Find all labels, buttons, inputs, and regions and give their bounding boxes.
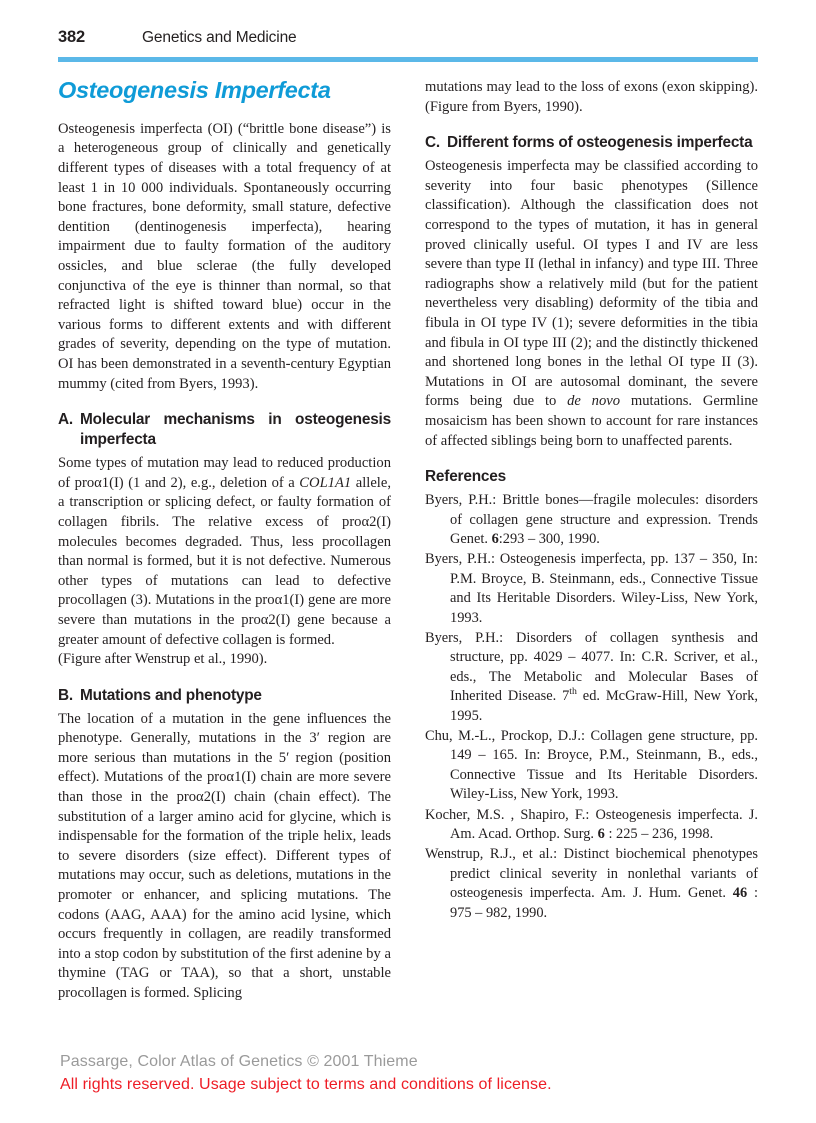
reference-text-a: Wenstrup, R.J., et al.: Distinct biochemical phenotypes predict clinical severity in nonlethal variants of osteogenesis imperfecta. Am. J. Hum. Genet. bbox=[425, 846, 758, 902]
left-column bbox=[58, 78, 391, 1004]
page-footer bbox=[60, 1053, 760, 1094]
section-a-text-before-gene: Some types of mutation may lead to reduced production of proα1(I) (1 and 2), e.g., deletion of a bbox=[58, 455, 391, 491]
reference-text-b: : 975 – 982, 1990. bbox=[450, 885, 758, 921]
section-heading-b bbox=[58, 686, 391, 706]
section-c-text-before-denovo: Osteogenesis imperfecta may be classified according to severity into four basic phenotypes (Sillence classification). Although the classification does not correspond to the types of mutation, it has in general proved clinically useful. OI types I and IV are less severe than type II (lethal in infancy) and type III. Three radiographs show a relatively mild (but for the patient nevertheless very disabling) deformity of the tibia and fibula in OI type IV (1); severe deformities in the tibia and fibula in OI type III (2); and the distinctly thickened and shortened long bones in the lethal OI type II (3). Mutations in OI are autosomal dominant, the severe forms being due to bbox=[425, 158, 758, 410]
section-heading-c bbox=[425, 133, 758, 153]
reference-text-a: Byers, P.H.: Brittle bones—fragile molecules: disorders of collagen gene structure and expression. Trends Genet. bbox=[425, 492, 758, 547]
section-heading-a bbox=[58, 410, 391, 450]
reference-volume: 6 bbox=[491, 530, 499, 547]
de-novo-italic: de novo bbox=[567, 393, 621, 410]
section-title: Genetics and Medicine bbox=[142, 29, 297, 46]
section-label-c: C. bbox=[425, 134, 440, 152]
references-heading: References bbox=[425, 468, 506, 486]
right-column bbox=[425, 78, 758, 924]
page-number: 382 bbox=[58, 28, 85, 46]
section-label-b: B. bbox=[58, 686, 73, 704]
section-a-paragraph-1 bbox=[58, 454, 391, 650]
reference-volume: 46 bbox=[732, 885, 748, 902]
reference-item bbox=[425, 806, 758, 845]
section-label-a: A. bbox=[58, 411, 73, 429]
reference-text-b: : 225 – 236, 1998. bbox=[604, 826, 714, 842]
section-b-paragraph-1: The location of a mutation in the gene influences the phenotype. Generally, mutations in the 3′ region are more serious than mutations in the 5′ region (position effect). Mutations of the proα1(I) chain are more severe than those in the proα2(I) chain (chain effect). The substitution of a larger amino acid for glycine, which is indispensable for the formation of the triple helix, leads to severe disorders (size effect). Different types of mutations may occur, such as deletions, mutations in the promoter or enhancer, and splicing mutations. The codons (AAG, AAA) for the amino acid lysine, which occurs frequently in collagen, are readily transformed into a stop codon by substitution of the first adenine by a thymine (TAG or TAA), so that a short, unstable procollagen is formed. Splicing bbox=[58, 710, 391, 1001]
reference-volume: 6 bbox=[597, 826, 605, 842]
reference-superscript: th bbox=[569, 686, 577, 698]
reference-text-a: Kocher, M.S. , Shapiro, F.: Osteogenesis imperfecta. J. Am. Acad. Orthop. Surg. bbox=[425, 806, 758, 842]
reference-item bbox=[425, 491, 758, 549]
reference-item bbox=[425, 550, 758, 628]
reference-text-b: :293 – 300, 1990. bbox=[498, 530, 600, 547]
section-a-paragraph-2: (Figure after Wenstrup et al., 1990). bbox=[58, 651, 268, 668]
section-heading-c-text: Different forms of osteogenesis imperfecta bbox=[447, 134, 753, 152]
section-heading-a-text: Molecular mechanisms in osteogenesis imperfecta bbox=[80, 411, 391, 449]
section-heading-b-text: Mutations and phenotype bbox=[80, 686, 262, 704]
footer-license-notice: All rights reserved. Usage subject to terms and conditions of license. bbox=[60, 1076, 552, 1093]
footer-copyright: Passarge, Color Atlas of Genetics © 2001 Thieme bbox=[60, 1053, 418, 1070]
header-rule bbox=[58, 57, 758, 62]
reference-item bbox=[425, 845, 758, 923]
reference-text-a: Byers, P.H.: Disorders of collagen synthesis and structure, pp. 4029 – 4077. In: C.R. Scriver, et al., eds., The Metabolic and Molecular Bases of Inherited Disease. 7 bbox=[425, 629, 758, 705]
intro-paragraph: Osteogenesis imperfecta (OI) (“brittle bone disease”) is a heterogeneous group of clinically and genetically different types of diseases with a total frequency of at least 1 in 10 000 individuals. Spontaneously occurring bone fractures, bone deformity, small stature, defective dentition (dentinogenesis imperfecta), hearing impairment due to faulty formation of the auditory ossicles, and blue sclerae (the fully developed conjunctiva of the eye is thinner than normal, so that refracted light is shifted toward blue) occur in the various forms to different extents and with different grades of severity, depending on the type of mutation. OI has been demonstrated in a seventh-century Egyptian mummy (cited from Byers, 1993). bbox=[58, 120, 391, 392]
reference-text-a: Byers, P.H.: Osteogenesis imperfecta, pp. 137 – 350, In: P.M. Broyce, B. Steinmann, eds., Connective Tissue and Its Heritable Disorders. Wiley-Liss, New York, 1993. bbox=[425, 551, 758, 626]
reference-item bbox=[425, 727, 758, 805]
reference-text-a: Chu, M.-L., Prockop, D.J.: Collagen gene structure, pp. 149 – 165. In: Broyce, P.M., Steinmann, B., eds., Connective Tissue and Its Heritable Disorders. Wiley-Liss, New York, 1993. bbox=[425, 727, 758, 803]
reference-item bbox=[425, 629, 758, 726]
section-b-continuation: mutations may lead to the loss of exons (exon skipping). (Figure from Byers, 1990). bbox=[425, 79, 758, 115]
section-a-text-after-gene: allele, a transcription or splicing defect, or faulty formation of collagen fibrils. The relative excess of proα2(I) molecules becomes degraded. Thus, less procollagen than normal is formed, but it is not defective. Numerous other types of mutations can lead to defective procollagen (3). Mutations in the proα1(I) gene are more severe than mutations in the proα2(I) gene because a greater amount of defective collagen is formed. bbox=[58, 474, 391, 648]
section-c-paragraph-1 bbox=[425, 157, 758, 451]
gene-name-col1a1: COL1A1 bbox=[299, 474, 352, 491]
article-title: Osteogenesis Imperfecta bbox=[58, 77, 331, 103]
section-c-text-after-denovo: mutations. Germline mosaicism has been shown to account for rare instances of affected siblings being born to unaffected parents. bbox=[425, 393, 758, 449]
reference-text-b: ed. McGraw-Hill, New York, 1995. bbox=[450, 688, 758, 724]
running-header bbox=[58, 28, 758, 54]
